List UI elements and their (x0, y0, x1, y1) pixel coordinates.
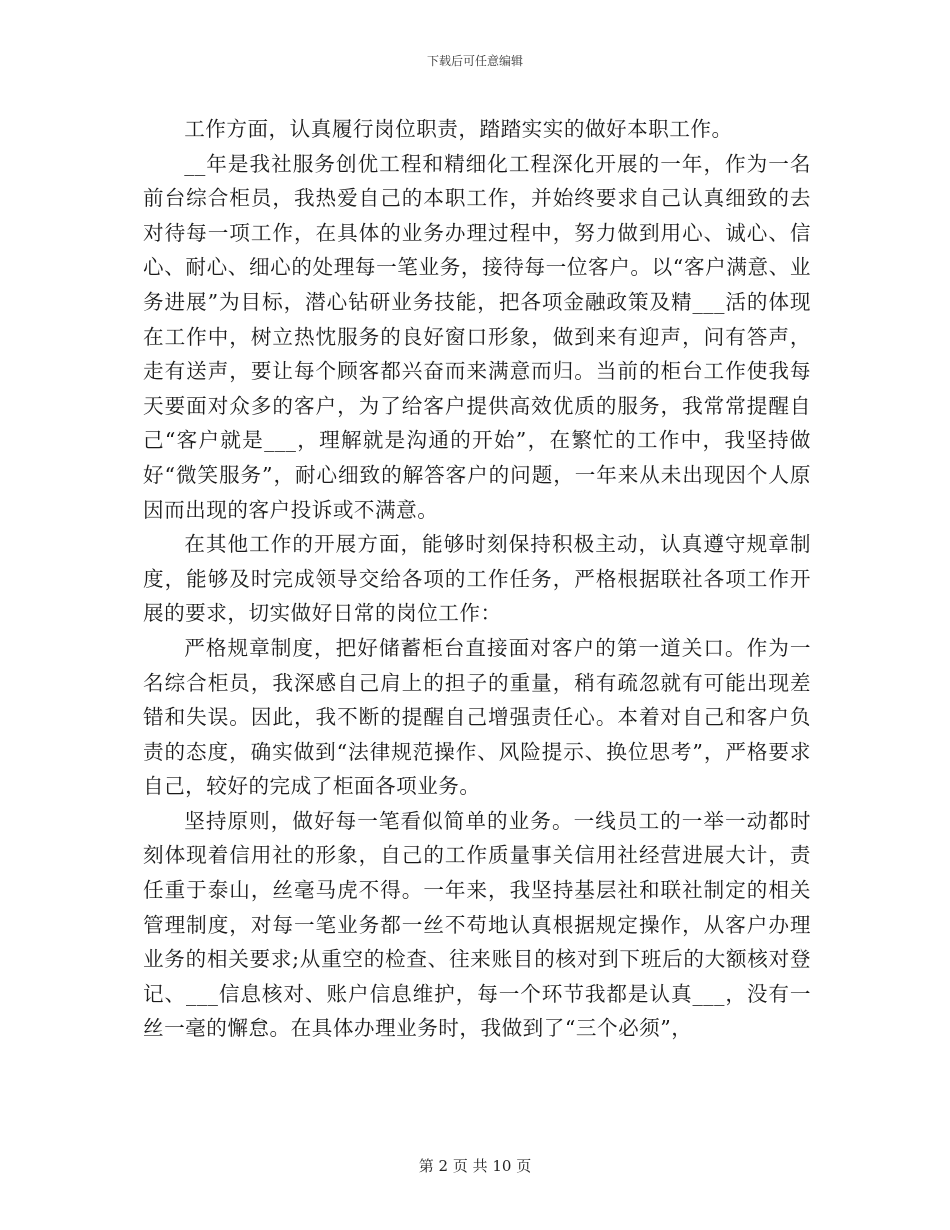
paragraph-work-duties: 工作方面，认真履行岗位职责，踏踏实实的做好本职工作。 (184, 117, 733, 141)
page-header: 下载后可任意编辑 (426, 54, 523, 68)
document-body (143, 112, 811, 1046)
paragraph-strict-rules: 严格规章制度，把好储蓄柜台直接面对客户的第一道关口。作为一名综合柜员，我深感自己肩上的担子的重量，稍有疏忽就有可能出现差错和失误。因此，我不断的提醒自己增强责任心。本着对自己和客户负责的态度，确实做到“法律规范操作、风险提示、换位思考”，严格要求自己，较好的完成了柜面各项业务。 (143, 635, 811, 799)
paragraph-service-excellence: __年是我社服务创优工程和精细化工程深化开展的一年，作为一名前台综合柜员，我热爱自己的本职工作，并始终要求自己认真细致的去对待每一项工作，在具体的业务办理过程中，努力做到用心、诚心、信心、耐心、细心的处理每一笔业务，接待每一位客户。以“客户满意、业务进展”为目标，潜心钻研业务技能，把各项金融政策及精___活的体现在工作中，树立热忱服务的良好窗口形象，做到来有迎声，问有答声，走有送声，要让每个顾客都兴奋而来满意而归。当前的柜台工作使我每天要面对众多的客户，为了给客户提供高效优质的服务，我常常提醒自己“客户就是___，理解就是沟通的开始”，在繁忙的工作中，我坚持做好“微笑服务”，耐心细致的解答客户的问题，一年来从未出现因个人原因而出现的客户投诉或不满意。 (143, 151, 811, 522)
paragraph-principles: 坚持原则，做好每一笔看似简单的业务。一线员工的一举一动都时刻体现着信用社的形象，自己的工作质量事关信用社经营进展大计，责任重于泰山，丝毫马虎不得。一年来，我坚持基层社和联社制定的相关管理制度，对每一笔业务都一丝不苟地认真根据规定操作，从客户办理业务的相关要求;从重空的检查、往来账目的核对到下班后的大额核对登记、___信息核对、账户信息维护，每一个环节我都是认真___，没有一丝一毫的懈怠。在具体办理业务时，我做到了“三个必须”， (143, 808, 811, 1041)
paragraph-other-work: 在其他工作的开展方面，能够时刻保持积极主动，认真遵守规章制度，能够及时完成领导交给各项的工作任务，严格根据联社各项工作开展的要求，切实做好日常的岗位工作： (143, 532, 811, 626)
page-footer: 第 2 页 共 10 页 (418, 1157, 532, 1175)
